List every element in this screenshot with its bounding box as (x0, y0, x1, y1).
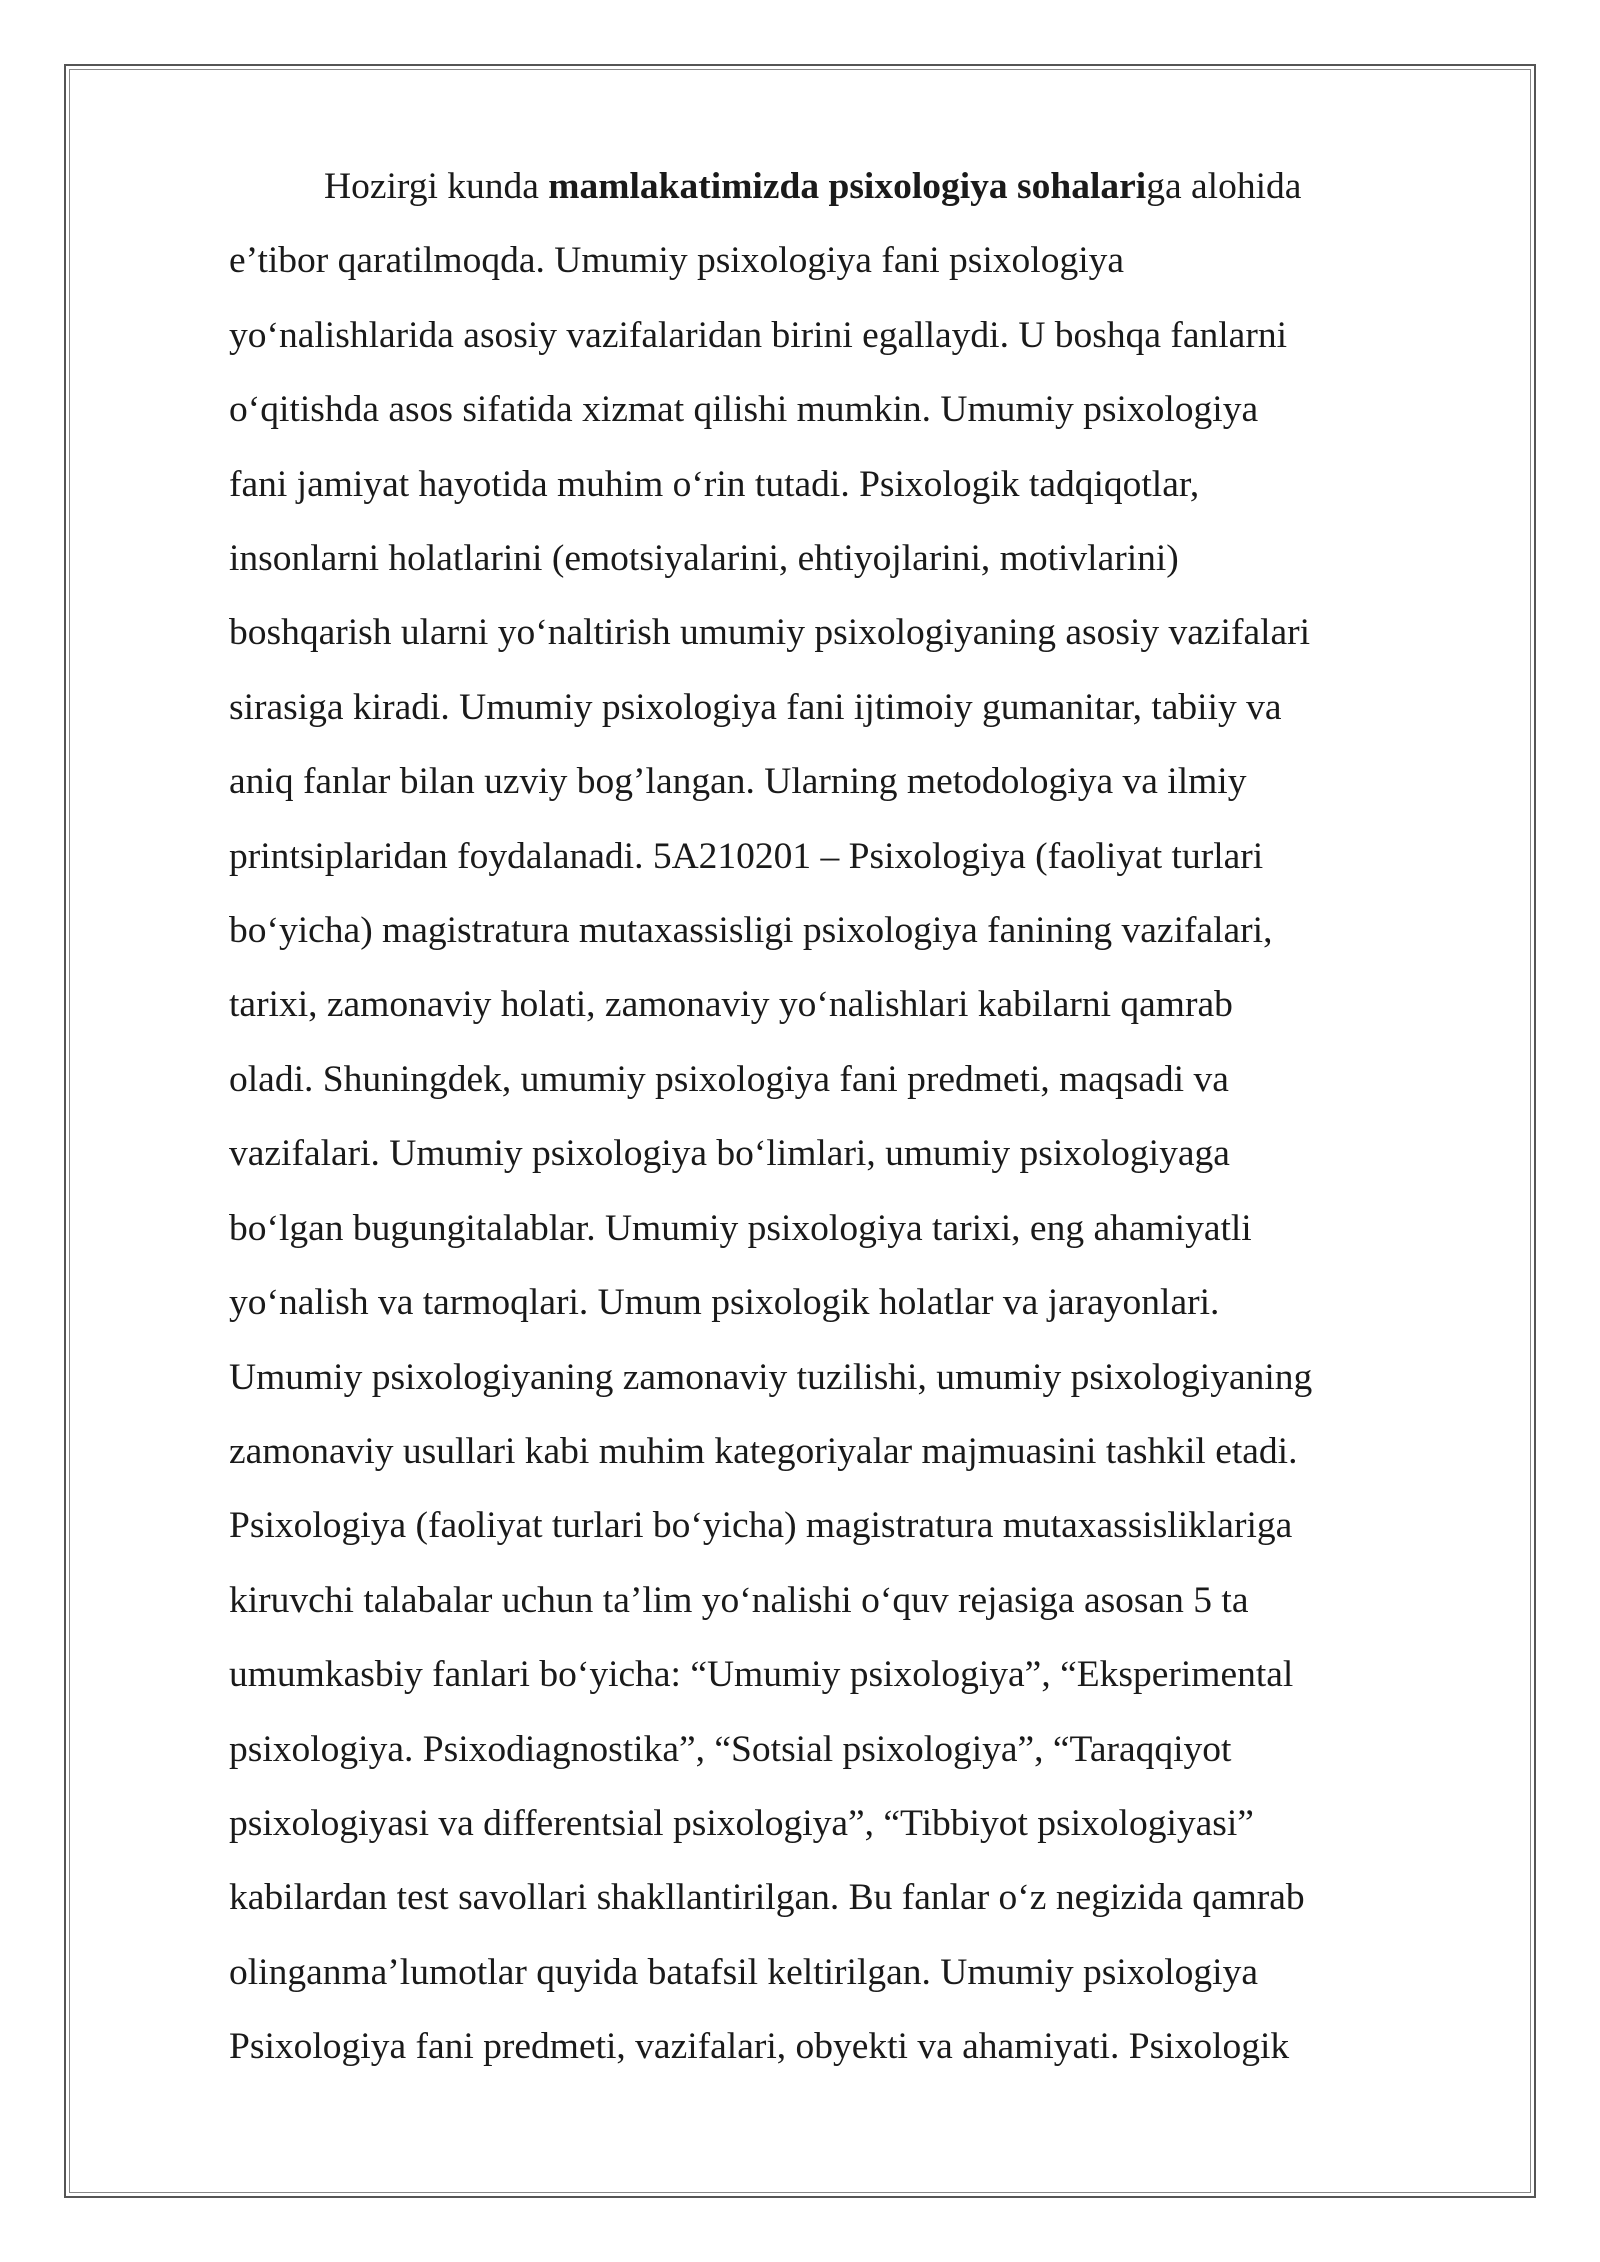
paragraph-line: kiruvchi talabalar uchun ta’lim yo‘nalishi o‘quv rejasiga asosan 5 ta (229, 1579, 1249, 1621)
paragraph-line: insonlarni holatlarini (emotsiyalarini, ehtiyojlarini, motivlarini) (229, 538, 1179, 580)
paragraph-line: Psixologiya (faoliyat turlari bo‘yicha) magistratura mutaxassisliklariga (229, 1505, 1293, 1547)
paragraph-line: yo‘nalish va tarmoqlari. Umum psixologik holatlar va jarayonlari. (229, 1282, 1220, 1324)
text-run: Hozirgi kunda (324, 166, 549, 207)
paragraph-line: sirasiga kiradi. Umumiy psixologiya fani ijtimoiy gumanitar, tabiiy va (229, 686, 1282, 728)
paragraph-line: o‘qitishda asos sifatida xizmat qilishi mumkin. Umumiy psixologiya (229, 389, 1259, 431)
paragraph-line: bo‘lgan bugungitalablar. Umumiy psixologiya tarixi, eng ahamiyatli (229, 1207, 1252, 1249)
body-paragraph (229, 150, 1481, 2085)
paragraph-line: oladi. Shuningdek, umumiy psixologiya fani predmeti, maqsadi va (229, 1058, 1229, 1100)
paragraph-line: fani jamiyat hayotida muhim o‘rin tutadi. Psixologik tadqiqotlar, (229, 463, 1200, 505)
paragraph-line: e’tibor qaratilmoqda. Umumiy psixologiya fani psixologiya (229, 240, 1125, 282)
paragraph-line: Psixologiya fani predmeti, vazifalari, obyekti va ahamiyati. Psixologik (229, 2026, 1290, 2068)
paragraph-line: bo‘yicha) magistratura mutaxassisligi psixologiya fanining vazifalari, (229, 910, 1273, 952)
paragraph-line: kabilardan test savollari shakllantirilgan. Bu fanlar o‘z negizida qamrab (229, 1877, 1305, 1919)
paragraph-first-line (229, 150, 1481, 224)
text-run: ga alohida (1146, 166, 1302, 207)
paragraph-line: Umumiy psixologiyaning zamonaviy tuzilishi, umumiy psixologiyaning (229, 1356, 1313, 1398)
paragraph-line: olinganma’lumotlar quyida batafsil keltirilgan. Umumiy psixologiya (229, 1951, 1258, 1993)
paragraph-line: aniq fanlar bilan uzviy bog’langan. Ularning metodologiya va ilmiy (229, 761, 1247, 803)
paragraph-line: printsiplaridan foydalanadi. 5A210201 – Psixologiya (faoliyat turlari (229, 835, 1264, 877)
paragraph-line: tarixi, zamonaviy holati, zamonaviy yo‘nalishlari kabilarni qamrab (229, 984, 1233, 1026)
paragraph-line: zamonaviy usullari kabi muhim kategoriyalar majmuasini tashkil etadi. (229, 1430, 1298, 1472)
paragraph-line: umumkasbiy fanlari bo‘yicha: “Umumiy psixologiya”, “Eksperimental (229, 1654, 1294, 1696)
paragraph-line: vazifalari. Umumiy psixologiya bo‘limlari, umumiy psixologiyaga (229, 1133, 1230, 1175)
paragraph-line: boshqarish ularni yo‘naltirish umumiy psixologiyaning asosiy vazifalari (229, 612, 1311, 654)
paragraph-line: yo‘nalishlarida asosiy vazifalaridan birini egallaydi. U boshqa fanlarni (229, 314, 1287, 356)
bold-phrase: mamlakatimizda psixologiya sohalari (548, 166, 1147, 207)
paragraph-line: psixologiya. Psixodiagnostika”, “Sotsial psixologiya”, “Taraqqiyot (229, 1728, 1232, 1770)
paragraph-line: psixologiyasi va differentsial psixologiya”, “Tibbiyot psixologiyasi” (229, 1802, 1254, 1844)
